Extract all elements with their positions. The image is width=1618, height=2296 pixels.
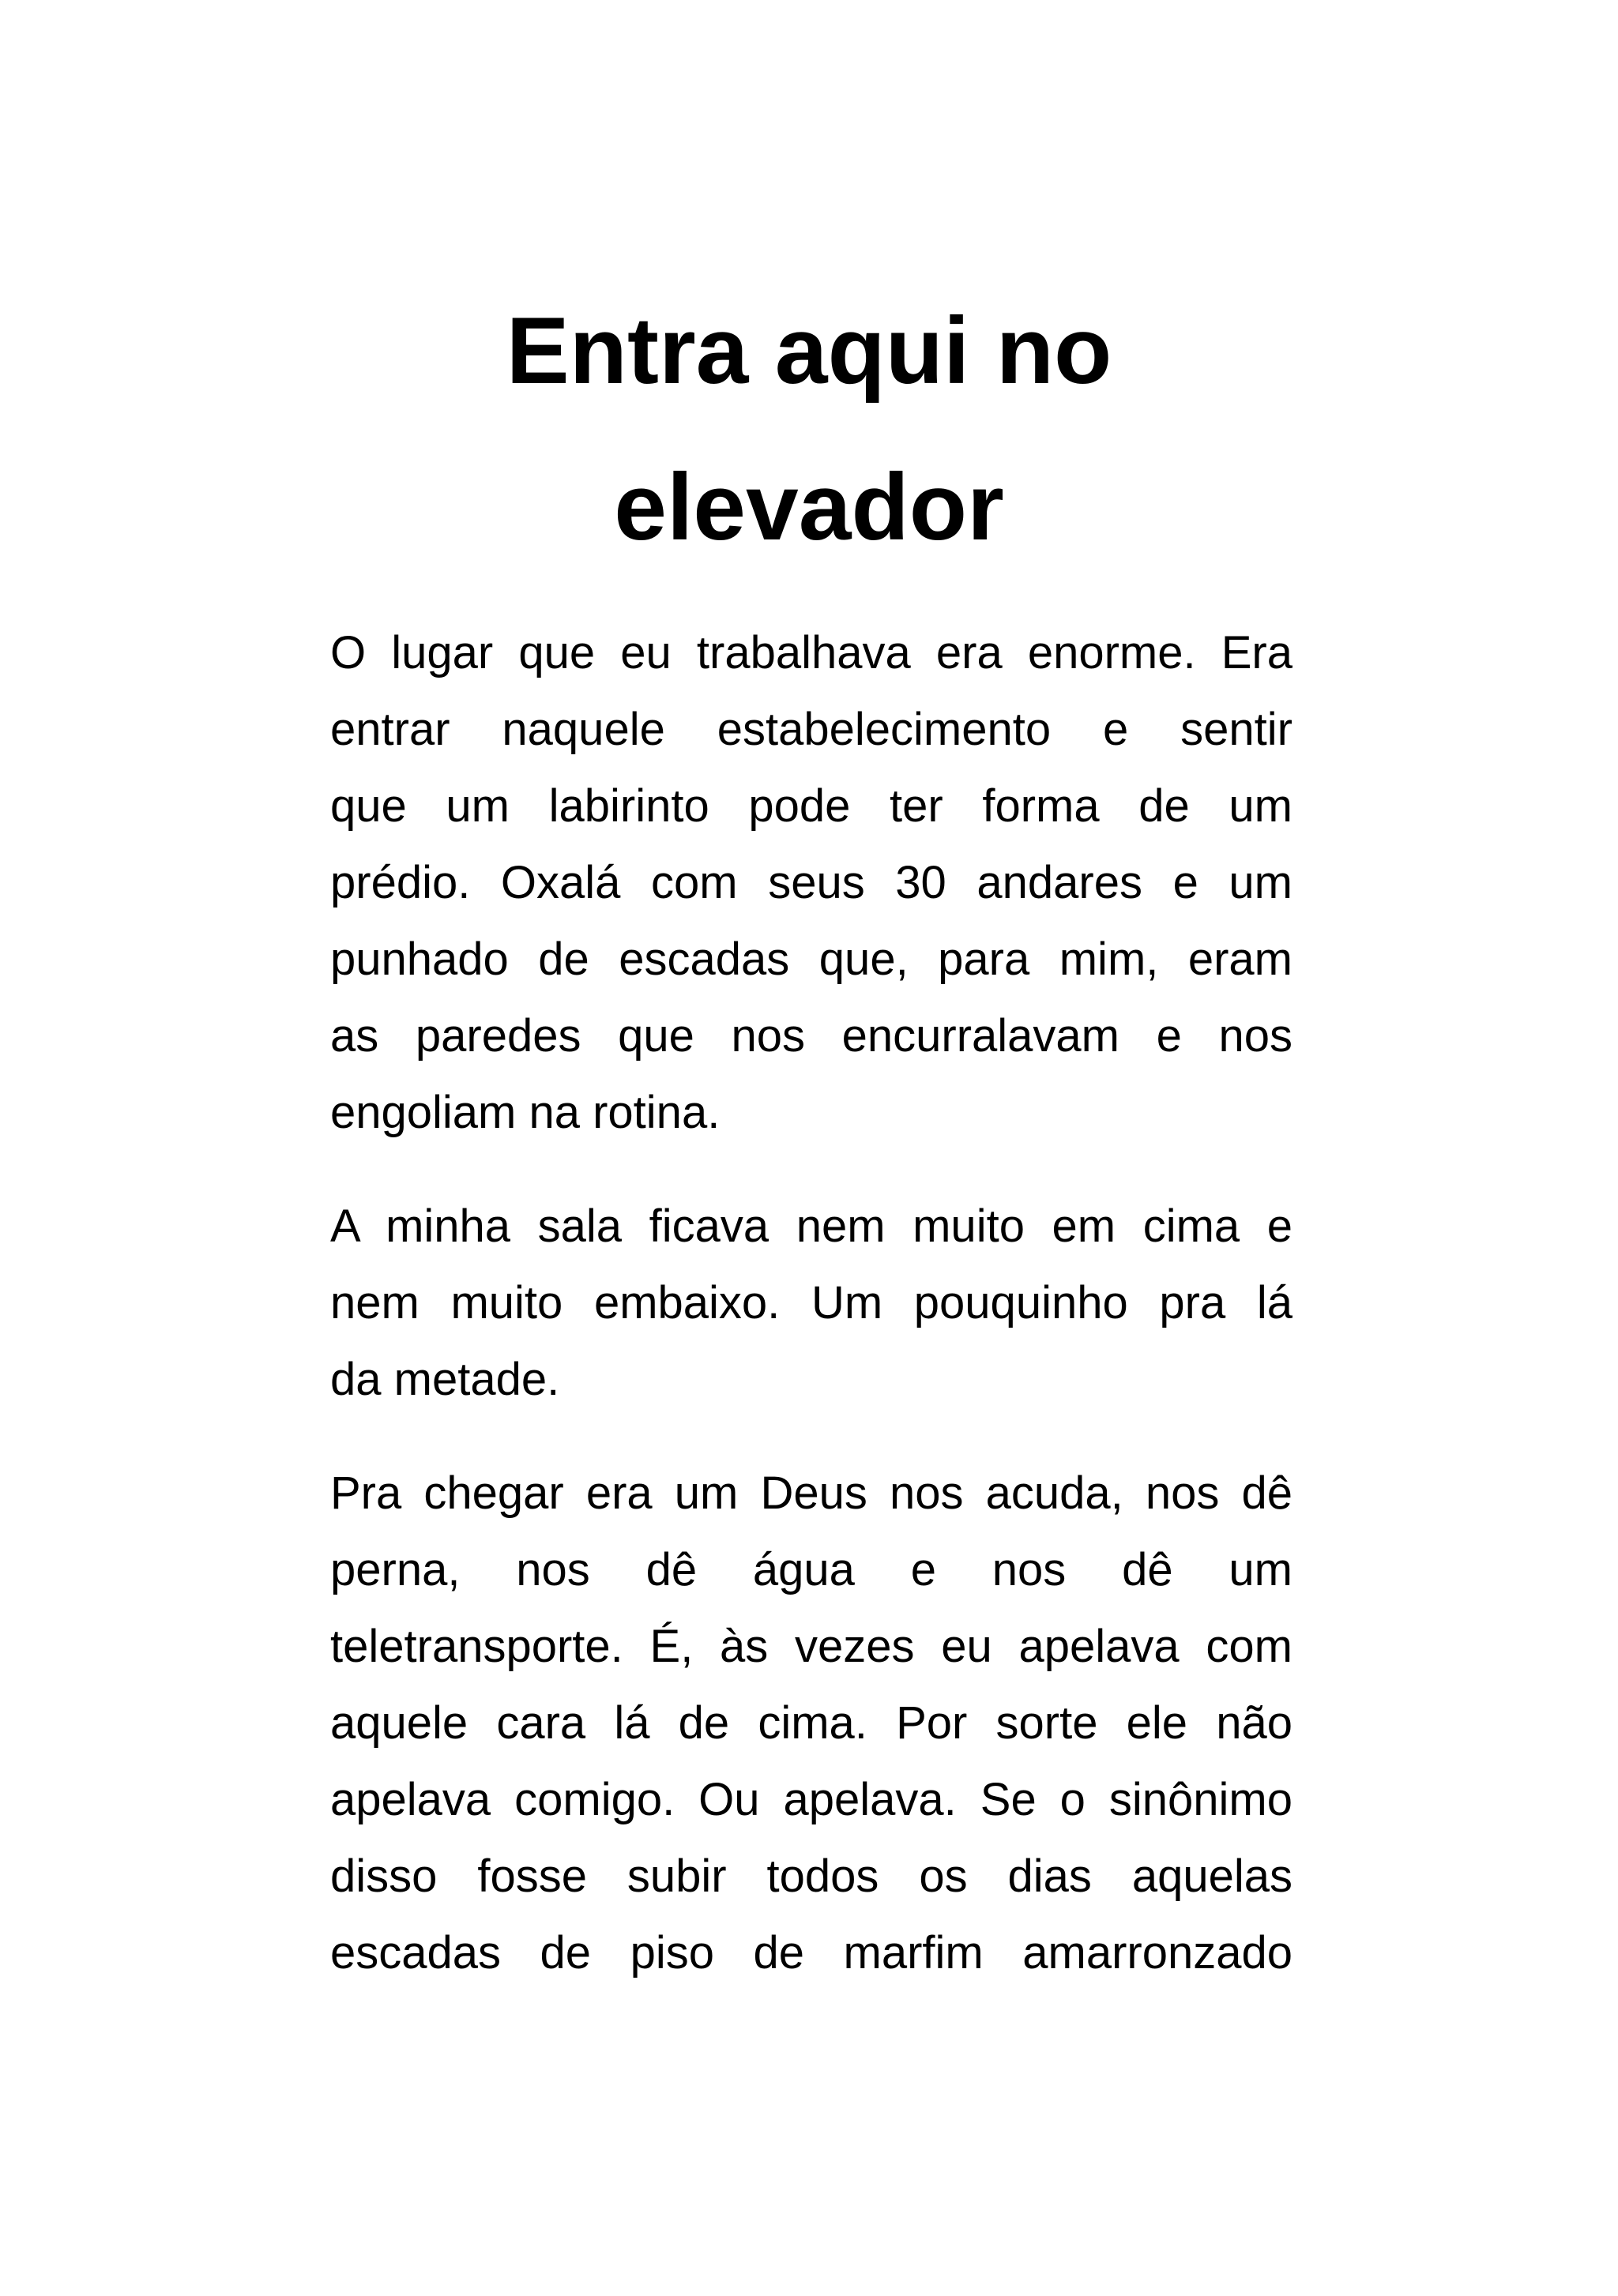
text-line: que um labirinto pode ter forma de um (330, 780, 1293, 832)
page-title (332, 272, 1286, 585)
paragraph-1 (330, 614, 1293, 1151)
text-line: aquele cara lá de cima. Por sorte ele não (330, 1697, 1293, 1749)
text-line: nem muito embaixo. Um pouquinho pra lá (330, 1277, 1293, 1328)
text-line: punhado de escadas que, para mim, eram (330, 934, 1293, 985)
text-line: O lugar que eu trabalhava era enorme. Era (330, 627, 1293, 678)
body-text (330, 614, 1293, 2028)
text-line: perna, nos dê água e nos dê um (330, 1544, 1293, 1595)
text-line: engoliam na rotina. (330, 1087, 721, 1138)
text-line: Pra chegar era um Deus nos acuda, nos dê (330, 1467, 1293, 1519)
text-line: prédio. Oxalá com seus 30 andares e um (330, 857, 1293, 908)
text-line: da metade. (330, 1354, 560, 1405)
text-line: entrar naquele estabelecimento e sentir (330, 704, 1293, 755)
paragraph-3 (330, 1455, 1293, 1991)
text-line: teletransporte. É, às vezes eu apelava com (330, 1621, 1293, 1672)
text-line: disso fosse subir todos os dias aquelas (330, 1851, 1293, 1902)
text-line: apelava comigo. Ou apelava. Se o sinônimo (330, 1774, 1293, 1825)
title-line: elevador (614, 454, 1004, 560)
text-line: escadas de piso de marfim amarronzado (330, 1927, 1293, 1978)
text-line: A minha sala ficava nem muito em cima e (330, 1201, 1293, 1252)
paragraph-2 (330, 1188, 1293, 1418)
title-line: Entra aqui no (506, 298, 1112, 404)
text-line: as paredes que nos encurralavam e nos (330, 1010, 1293, 1062)
